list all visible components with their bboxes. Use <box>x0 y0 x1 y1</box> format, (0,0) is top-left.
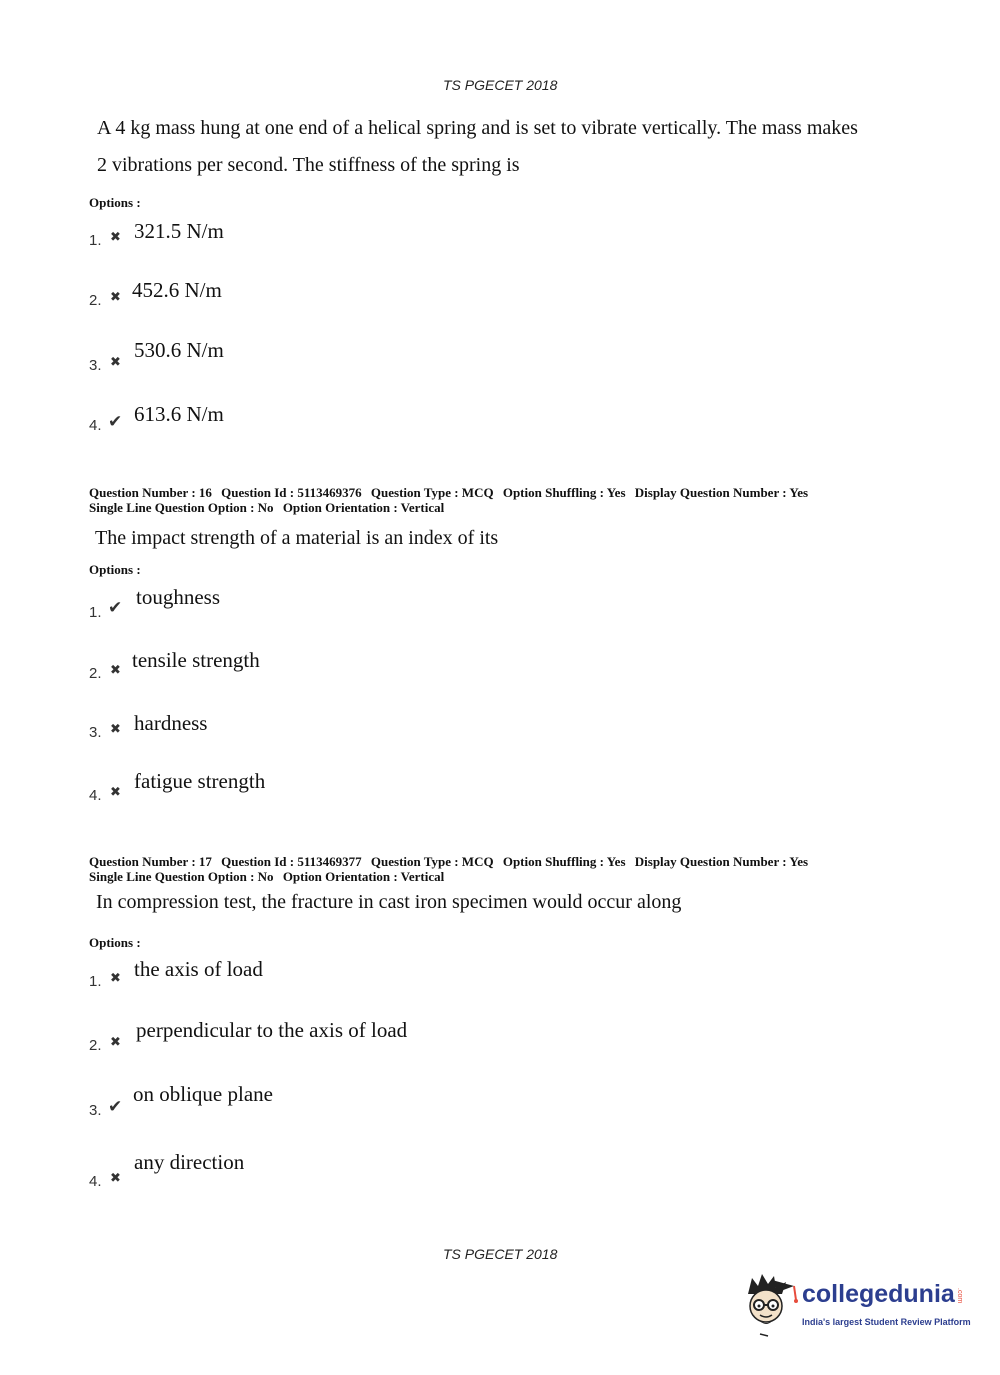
option-number: 3. <box>89 1102 102 1119</box>
option-number: 1. <box>89 232 102 249</box>
question-17-text: In compression test, the fracture in cast iron specimen would occur along <box>96 891 682 913</box>
option-number: 2. <box>89 1037 102 1054</box>
page-footer: TS PGECET 2018 <box>443 1246 558 1262</box>
options-label: Options : <box>89 935 141 950</box>
meta-single-line: Single Line Question Option : No <box>89 869 274 884</box>
meta-display-number: Display Question Number : Yes <box>634 485 809 500</box>
option-number: 1. <box>89 604 102 621</box>
cross-icon: ✖ <box>110 663 121 678</box>
cross-icon: ✖ <box>110 290 121 305</box>
question-16-text: The impact strength of a material is an index of its <box>95 527 499 549</box>
option-text: 321.5 N/m <box>134 219 224 243</box>
option-number: 2. <box>89 665 102 682</box>
question-16-meta <box>89 485 814 515</box>
cross-icon: ✖ <box>110 355 121 370</box>
question-15-text-line2: 2 vibrations per second. The stiffness of the spring is <box>97 154 520 176</box>
option-text: 452.6 N/m <box>132 278 222 302</box>
question-17-meta <box>89 854 814 884</box>
meta-question-type: Question Type : MCQ <box>370 854 494 869</box>
meta-question-id: Question Id : 5113469376 <box>221 485 362 500</box>
option-text: fatigue strength <box>134 769 266 793</box>
cross-icon: ✖ <box>110 971 121 986</box>
meta-question-number: Question Number : 16 <box>89 485 212 500</box>
option-number: 4. <box>89 787 102 804</box>
option-text: perpendicular to the axis of load <box>136 1018 408 1042</box>
check-icon: ✔ <box>108 598 123 618</box>
meta-option-shuffling: Option Shuffling : Yes <box>502 485 626 500</box>
option-text: 530.6 N/m <box>134 338 224 362</box>
cross-icon: ✖ <box>110 722 121 737</box>
options-label: Options : <box>89 195 141 210</box>
cross-icon: ✖ <box>110 1171 121 1186</box>
option-number: 3. <box>89 357 102 374</box>
option-number: 2. <box>89 292 102 309</box>
cross-icon: ✖ <box>110 785 121 800</box>
option-text: 613.6 N/m <box>134 402 224 426</box>
option-text: tensile strength <box>132 648 260 672</box>
page-header: TS PGECET 2018 <box>443 77 558 93</box>
option-text: the axis of load <box>134 957 263 981</box>
option-number: 1. <box>89 973 102 990</box>
meta-orientation: Option Orientation : Vertical <box>282 869 445 884</box>
meta-single-line: Single Line Question Option : No <box>89 500 274 515</box>
option-number: 4. <box>89 1173 102 1190</box>
options-label: Options : <box>89 562 141 577</box>
meta-option-shuffling: Option Shuffling : Yes <box>502 854 626 869</box>
option-text: on oblique plane <box>133 1082 273 1106</box>
mascot-icon <box>742 1272 800 1338</box>
question-15-text-line1: A 4 kg mass hung at one end of a helical spring and is set to vibrate vertically. The mass makes <box>97 117 858 139</box>
meta-orientation: Option Orientation : Vertical <box>282 500 445 515</box>
check-icon: ✔ <box>108 412 123 432</box>
check-icon: ✔ <box>108 1097 123 1117</box>
meta-question-type: Question Type : MCQ <box>370 485 494 500</box>
cross-icon: ✖ <box>110 1035 121 1050</box>
logo-name: collegedunia <box>802 1280 955 1308</box>
logo-tagline: India's largest Student Review Platform <box>802 1317 971 1327</box>
cross-icon: ✖ <box>110 230 121 245</box>
meta-question-number: Question Number : 17 <box>89 854 212 869</box>
option-text: hardness <box>134 711 208 735</box>
option-text: toughness <box>136 585 220 609</box>
collegedunia-logo <box>742 1272 972 1338</box>
logo-com: .com <box>956 1288 963 1304</box>
option-number: 4. <box>89 417 102 434</box>
option-number: 3. <box>89 724 102 741</box>
meta-display-number: Display Question Number : Yes <box>634 854 809 869</box>
meta-question-id: Question Id : 5113469377 <box>221 854 362 869</box>
option-text: any direction <box>134 1150 245 1174</box>
